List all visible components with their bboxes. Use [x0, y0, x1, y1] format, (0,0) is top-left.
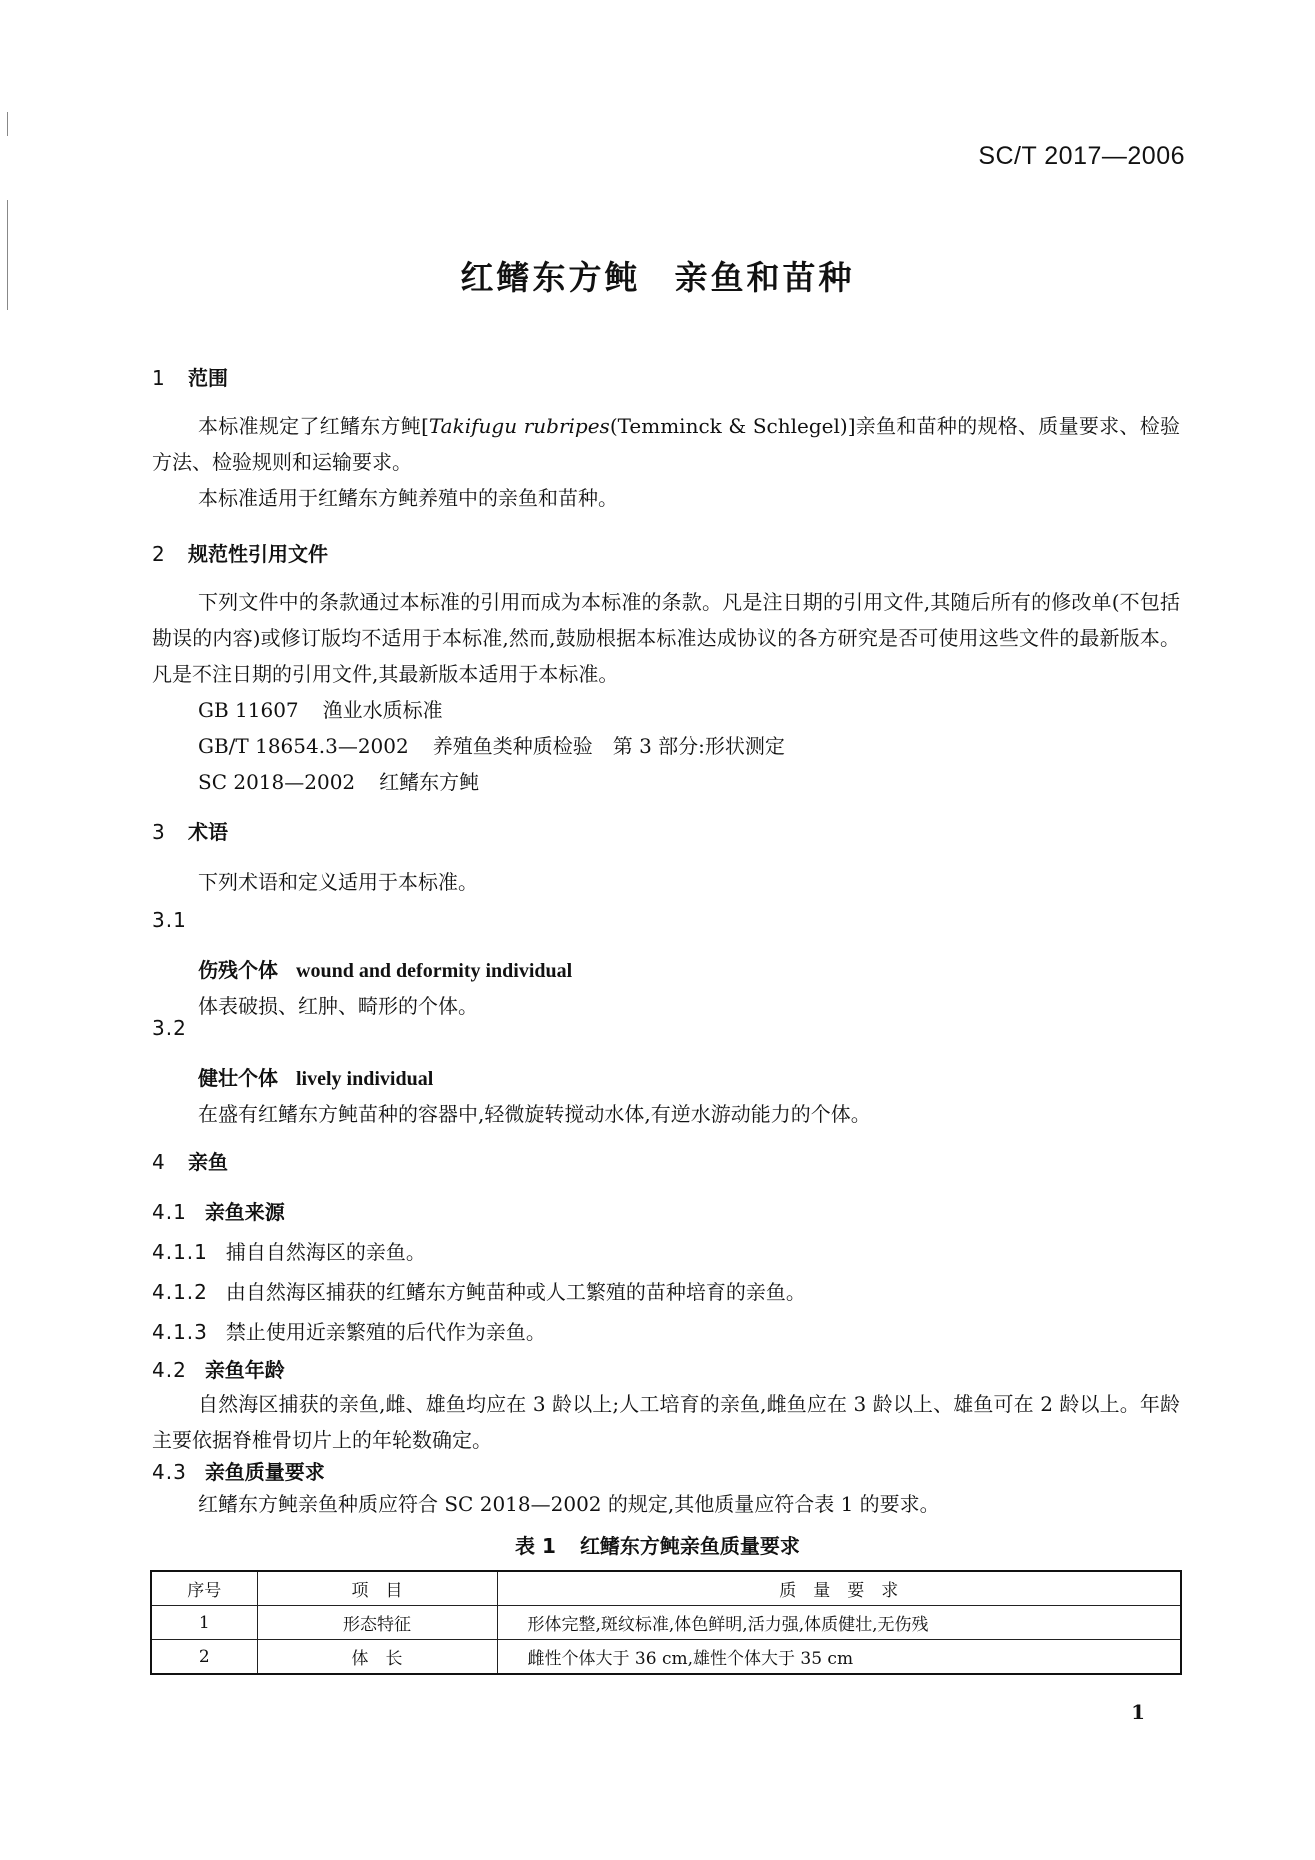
scan-margin-mark — [7, 112, 8, 136]
column-header: 项 目 — [257, 1571, 497, 1606]
table-header-row — [151, 1571, 1181, 1606]
section-4-3-heading: 4.3 亲鱼质量要求 — [152, 1460, 325, 1484]
section-4-2-para: 自然海区捕获的亲鱼,雌、雄鱼均应在 3 龄以上;人工培育的亲鱼,雌鱼应在 3 龄以上、雄鱼可在 2 龄以上。年龄主要依据脊椎骨切片上的年轮数确定。 — [152, 1392, 1180, 1452]
section-1-para-1: 本标准规定了红鳍东方鲀[Takifugu rubripes(Temminck & Schlegel)]亲鱼和苗种的规格、质量要求、检验方法、检验规则和运输要求。 — [152, 414, 1180, 474]
section-2-heading: 2 规范性引用文件 — [152, 542, 328, 566]
term-3-2-definition: 在盛有红鳍东方鲀苗种的容器中,轻微旋转搅动水体,有逆水游动能力的个体。 — [198, 1102, 871, 1126]
column-header: 序号 — [151, 1571, 257, 1606]
term-3-2-number: 3.2 — [152, 1016, 187, 1040]
quality-requirements-table — [150, 1570, 1182, 1675]
section-4-2-heading: 4.2 亲鱼年龄 — [152, 1358, 285, 1382]
section-4-1-3: 4.1.3 禁止使用近亲繁殖的后代作为亲鱼。 — [152, 1320, 546, 1344]
table-cell: 形体完整,斑纹标准,体色鲜明,活力强,体质健壮,无伤残 — [497, 1606, 1181, 1640]
table-cell: 体 长 — [257, 1640, 497, 1675]
section-4-3-para: 红鳍东方鲀亲鱼种质应符合 SC 2018—2002 的规定,其他质量应符合表 1 的要求。 — [198, 1492, 940, 1516]
table-row — [151, 1640, 1181, 1675]
standard-code: SC/T 2017—2006 — [978, 142, 1185, 170]
section-4-1-heading: 4.1 亲鱼来源 — [152, 1200, 285, 1224]
section-4-1-1: 4.1.1 捕自自然海区的亲鱼。 — [152, 1240, 426, 1264]
table-cell: 雌性个体大于 36 cm,雄性个体大于 35 cm — [497, 1640, 1181, 1675]
table-1-caption: 表 1 红鳍东方鲀亲鱼质量要求 — [515, 1534, 800, 1558]
section-3-intro: 下列术语和定义适用于本标准。 — [198, 870, 478, 894]
term-3-1-definition: 体表破损、红肿、畸形的个体。 — [198, 994, 478, 1018]
section-4-heading: 4 亲鱼 — [152, 1150, 228, 1174]
section-3-heading: 3 术语 — [152, 820, 228, 844]
table-cell: 2 — [151, 1640, 257, 1675]
section-1-para-2: 本标准适用于红鳍东方鲀养殖中的亲鱼和苗种。 — [198, 486, 618, 510]
table-cell: 1 — [151, 1606, 257, 1640]
title-part-2: 亲鱼和苗种 — [674, 258, 855, 297]
title-part-1: 红鳍东方鲀 — [460, 258, 641, 297]
term-3-1-title: 伤残个体 wound and deformity individual — [198, 958, 573, 982]
section-2-para: 下列文件中的条款通过本标准的引用而成为本标准的条款。凡是注日期的引用文件,其随后所有的修改单(不包括勘误的内容)或修订版均不适用于本标准,然而,鼓励根据本标准达成协议的各方研究是否可使用这些文件的最新版本。凡是不注日期的引用文件,其最新版本适用于本标准。 — [152, 590, 1180, 686]
term-3-2-title: 健壮个体 lively individual — [198, 1066, 434, 1090]
section-4-1-2: 4.1.2 由自然海区捕获的红鳍东方鲀苗种或人工繁殖的苗种培育的亲鱼。 — [152, 1280, 806, 1304]
term-3-1-number: 3.1 — [152, 908, 187, 932]
document-title — [0, 252, 1315, 299]
section-1-heading: 1 范围 — [152, 366, 228, 390]
reference-item: GB 11607 渔业水质标准 — [198, 698, 443, 722]
reference-item: GB/T 18654.3—2002 养殖鱼类种质检验 第 3 部分:形状测定 — [198, 734, 785, 758]
table-row — [151, 1606, 1181, 1640]
table-cell: 形态特征 — [257, 1606, 497, 1640]
species-latin-name: Takifugu rubripes — [428, 414, 610, 438]
reference-item: SC 2018—2002 红鳍东方鲀 — [198, 770, 480, 794]
column-header: 质 量 要 求 — [497, 1571, 1181, 1606]
page-number: 1 — [1131, 1700, 1145, 1724]
